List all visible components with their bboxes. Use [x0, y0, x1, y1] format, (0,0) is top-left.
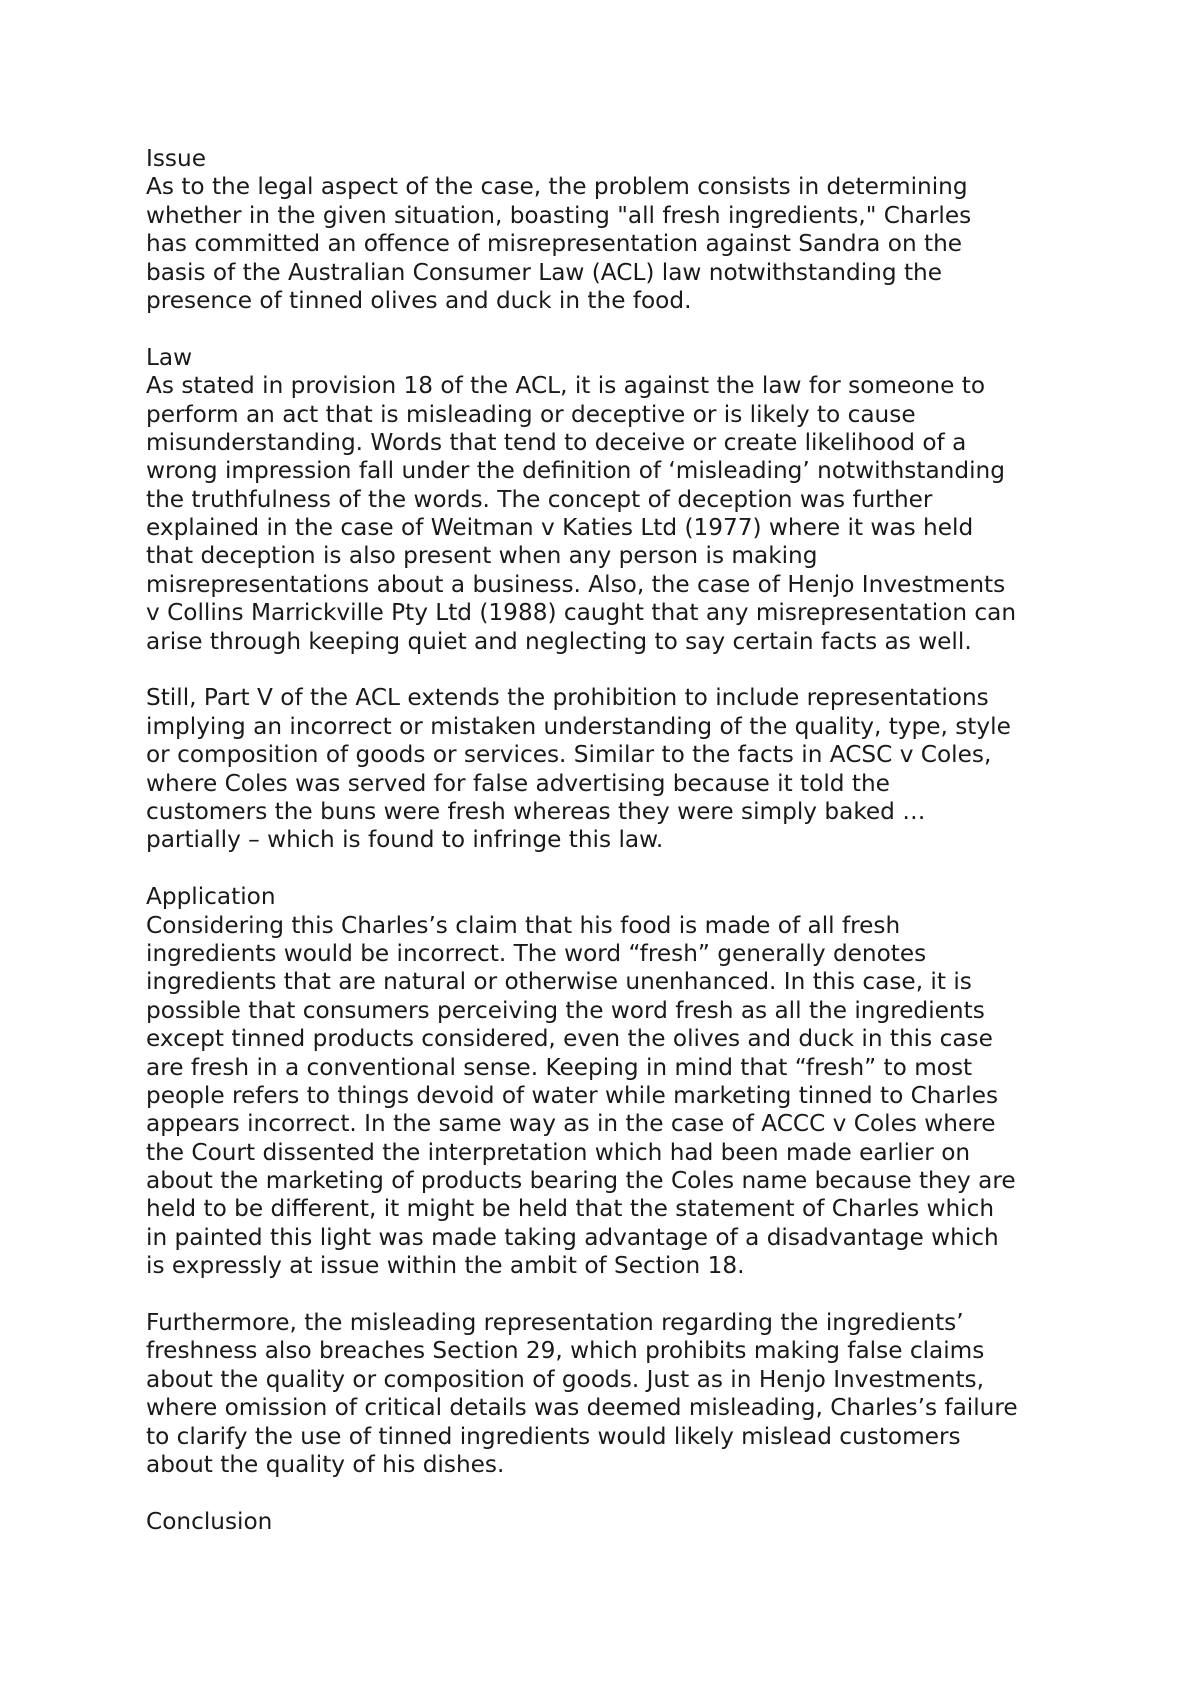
paragraph-line: is expressly at issue within the ambit of Section 18. — [146, 1252, 745, 1280]
paragraph-line: misrepresentations about a business. Also, the case of Henjo Investments — [146, 570, 1006, 598]
blank-line — [146, 315, 1076, 343]
paragraph-line: whether in the given situation, boasting "all fresh ingredients," Charles — [146, 201, 972, 229]
paragraph-line: As stated in provision 18 of the ACL, it is against the law for someone to — [146, 372, 986, 400]
paragraph-line: ingredients that are natural or otherwise unenhanced. In this case, it is — [146, 968, 972, 996]
blank-line — [146, 656, 1076, 684]
section-heading: Law — [146, 343, 193, 371]
paragraph-line: ingredients would be incorrect. The word “fresh” generally denotes — [146, 939, 927, 967]
paragraph-line: Still, Part V of the ACL extends the prohibition to include representations — [146, 684, 989, 712]
paragraph-line: held to be different, it might be held that the statement of Charles which — [146, 1195, 995, 1223]
section-heading: Application — [146, 883, 276, 911]
paragraph-line: perform an act that is misleading or deceptive or is likely to cause — [146, 400, 916, 428]
paragraph-line: are fresh in a conventional sense. Keeping in mind that “fresh” to most — [146, 1053, 973, 1081]
paragraph-line: the truthfulness of the words. The concept of deception was further — [146, 485, 933, 513]
paragraph-line: possible that consumers perceiving the word fresh as all the ingredients — [146, 996, 985, 1024]
document-body — [146, 145, 1076, 1536]
paragraph-line: customers the buns were fresh whereas they were simply baked … — [146, 797, 926, 825]
paragraph-line: has committed an offence of misrepresentation against Sandra on the — [146, 230, 963, 258]
paragraph-line: or composition of goods or services. Similar to the facts in ACSC v Coles, — [146, 741, 992, 769]
paragraph-line: about the quality or composition of goods. Just as in Henjo Investments, — [146, 1365, 984, 1393]
paragraph-line: in painted this light was made taking advantage of a disadvantage which — [146, 1223, 999, 1251]
paragraph-line: v Collins Marrickville Pty Ltd (1988) caught that any misrepresentation can — [146, 599, 1017, 627]
blank-line — [146, 1281, 1076, 1309]
paragraph-line: except tinned products considered, even the olives and duck in this case — [146, 1025, 993, 1053]
paragraph-line: arise through keeping quiet and neglecting to say certain facts as well. — [146, 627, 972, 655]
paragraph-line: that deception is also present when any person is making — [146, 542, 818, 570]
paragraph-line: implying an incorrect or mistaken understanding of the quality, type, style — [146, 712, 1011, 740]
paragraph-line: appears incorrect. In the same way as in the case of ACCC v Coles where — [146, 1110, 996, 1138]
paragraph-line: where omission of critical details was deemed misleading, Charles’s failure — [146, 1394, 1018, 1422]
paragraph-line: basis of the Australian Consumer Law (ACL) law notwithstanding the — [146, 258, 943, 286]
paragraph-line: misunderstanding. Words that tend to deceive or create likelihood of a — [146, 428, 967, 456]
paragraph-line: partially – which is found to infringe this law. — [146, 826, 664, 854]
paragraph-line: Furthermore, the misleading representation regarding the ingredients’ — [146, 1309, 964, 1337]
paragraph-line: about the quality of his dishes. — [146, 1450, 505, 1478]
paragraph-line: freshness also breaches Section 29, which prohibits making false claims — [146, 1337, 985, 1365]
paragraph-line: Considering this Charles’s claim that his food is made of all fresh — [146, 911, 901, 939]
paragraph-line: about the marketing of products bearing the Coles name because they are — [146, 1167, 1016, 1195]
section-heading: Conclusion — [146, 1507, 273, 1535]
paragraph-line: wrong impression fall under the definition of ‘misleading’ notwithstanding — [146, 457, 1005, 485]
blank-line — [146, 855, 1076, 883]
paragraph-line: the Court dissented the interpretation which had been made earlier on — [146, 1138, 971, 1166]
blank-line — [146, 1479, 1076, 1507]
paragraph-line: presence of tinned olives and duck in the food. — [146, 286, 692, 314]
paragraph-line: to clarify the use of tinned ingredients would likely mislead customers — [146, 1422, 961, 1450]
paragraph-line: people refers to things devoid of water while marketing tinned to Charles — [146, 1081, 999, 1109]
paragraph-line: As to the legal aspect of the case, the problem consists in determining — [146, 173, 968, 201]
paragraph-line: where Coles was served for false advertising because it told the — [146, 769, 890, 797]
paragraph-line: explained in the case of Weitman v Katies Ltd (1977) where it was held — [146, 514, 974, 542]
section-heading: Issue — [146, 145, 206, 172]
